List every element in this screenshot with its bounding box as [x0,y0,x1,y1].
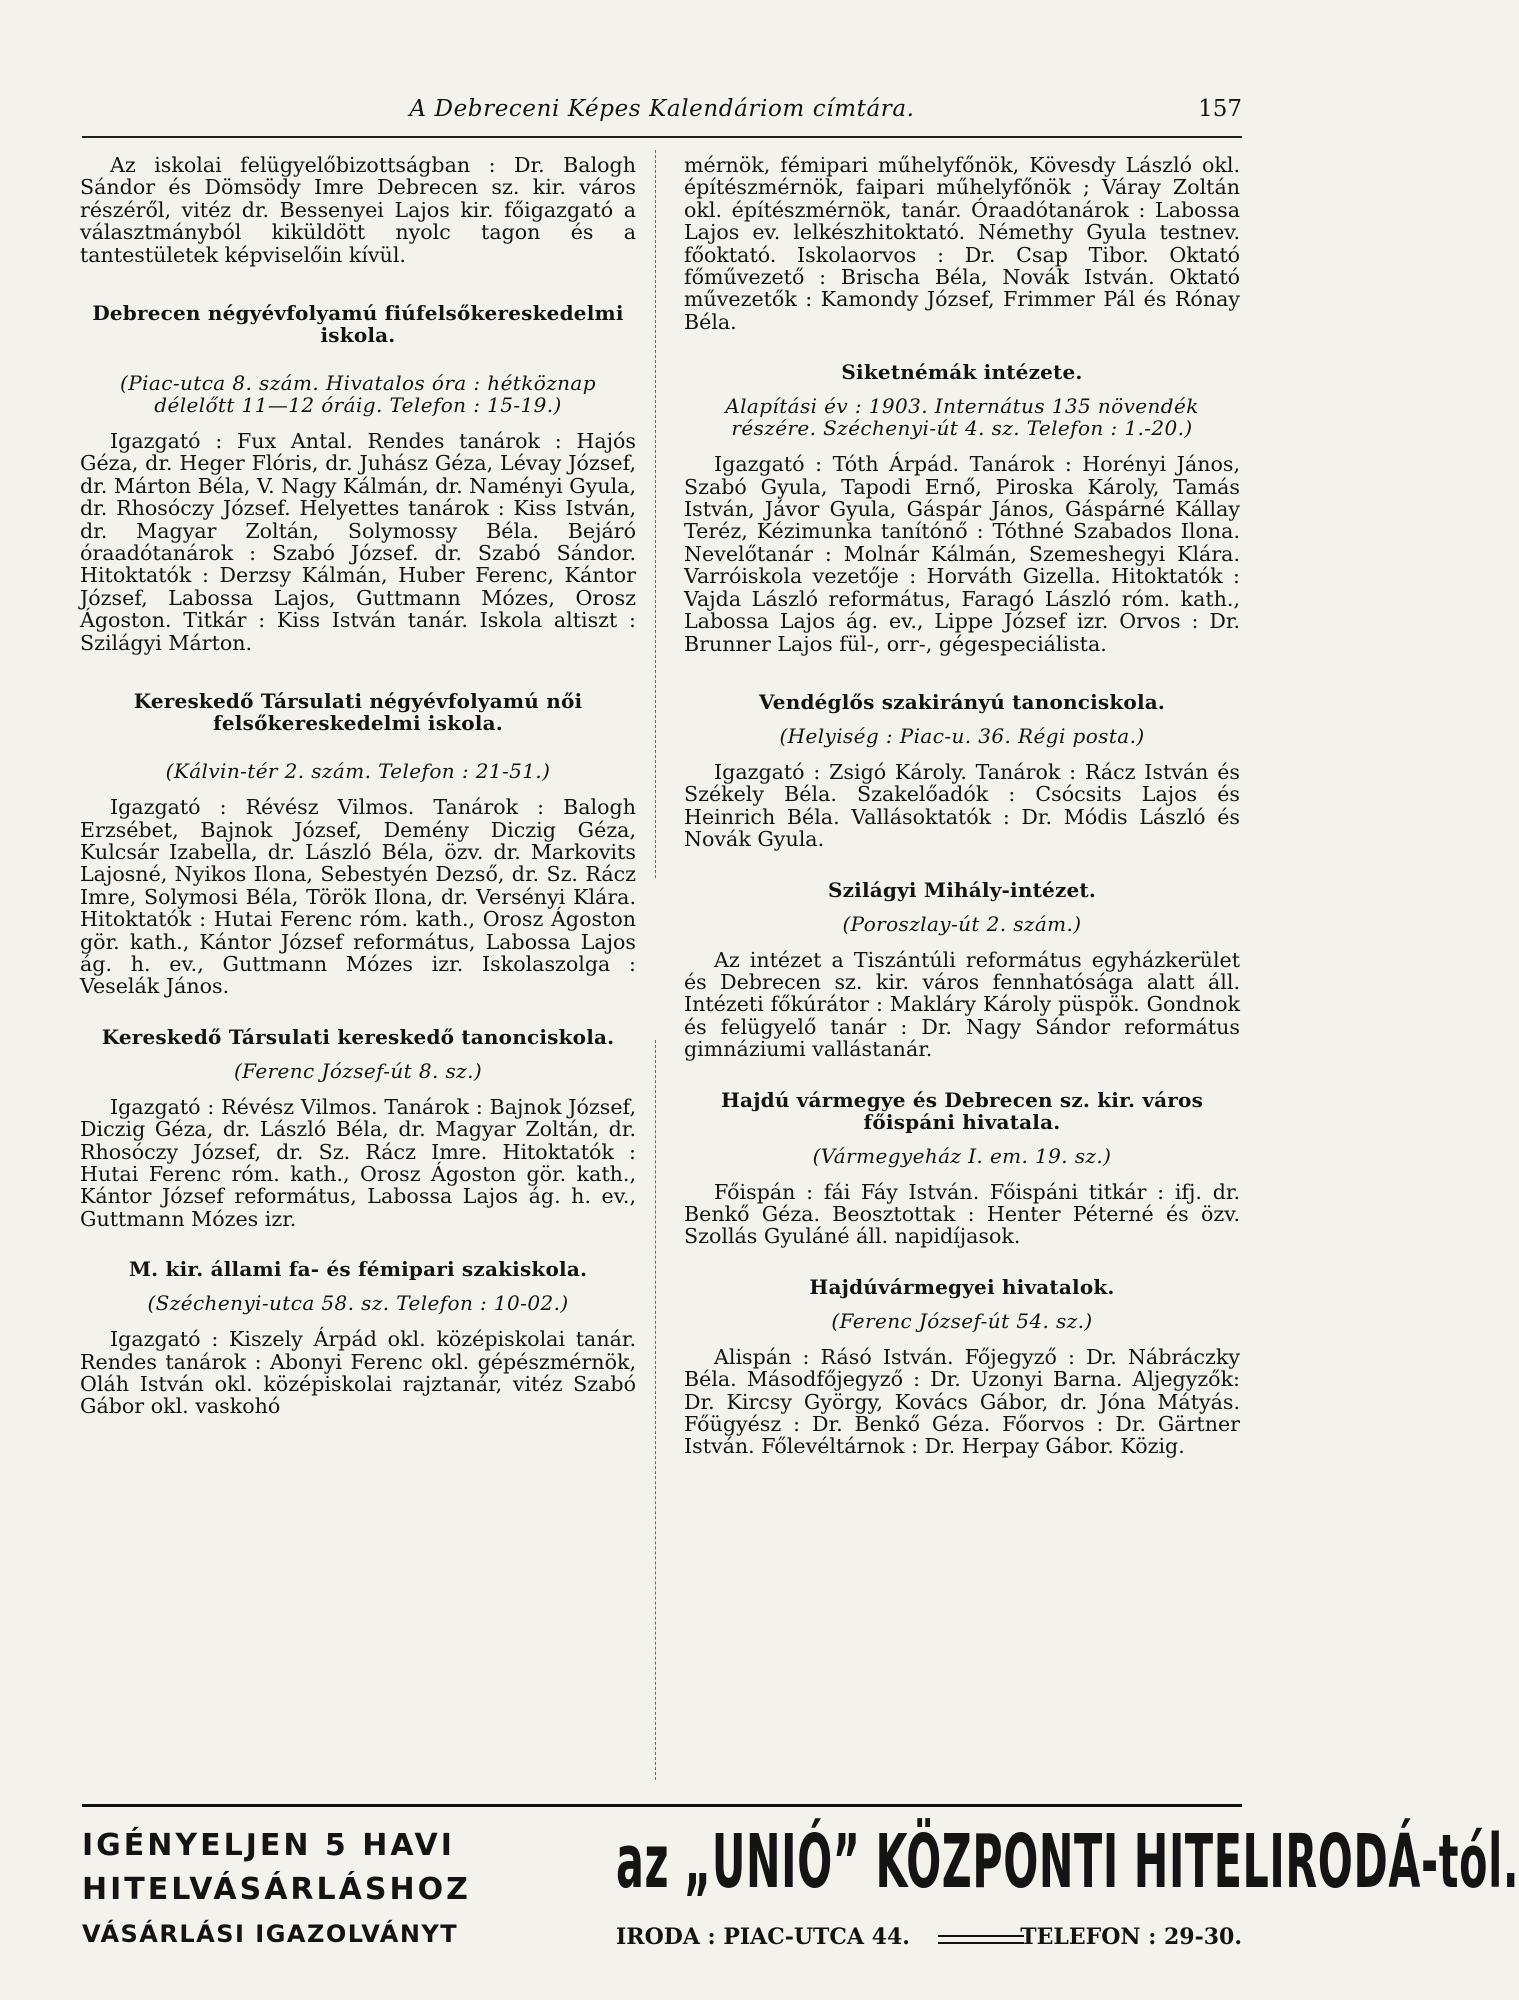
section-subtitle: (Ferenc József-út 8. sz.) [233,1058,483,1083]
section-body: Igazgató : Kiszely Árpád okl. középiskolai tanár. Rendes tanárok : Abonyi Ferenc okl. gépészmérnök, Oláh István okl. középiskolai rajztanár, vitéz Szabó Gábor okl. vaskohó [80,1327,636,1419]
running-header [82,96,1242,130]
ad-line-2: HITELVÁSÁRLÁSHOZ [82,1872,471,1907]
section-hajduvarmegyei [684,1276,1240,1458]
section-szilagyi [684,879,1240,1061]
section-vendeglos [684,691,1240,851]
ad-telephone: TELEFON : 29-30. [1020,1924,1242,1950]
section-noi-felsokereskedelmi [80,690,636,998]
section-siketnemak [684,361,1240,655]
section-body: Igazgató : Révész Vilmos. Tanárok : Balogh Erzsébet, Bajnok József, Demény Diczig Géza, Kulcsár Izabella, dr. László Béla, özv. dr. Markovits Lajosné, Nyikos Ilona, Sebestyén Dezső, dr. Sz. Rácz Imre, Solymosi Béla, Török Ilona, dr. Versényi Klára. Hitoktatók : Hutai Ferenc róm. kath., Orosz Ágoston gör. kath., Kántor József református, Labossa Lajos ág. h. ev., Guttmann Mózes izr. Iskolaszolga : Veselák János. [80,795,636,999]
advertisement-rule [82,1804,1242,1807]
section-body: Igazgató : Zsigó Károly. Tanárok : Rácz István és Székely Béla. Szakelőadók : Csócsits Lajos és Heinrich Béla. Vallásoktatók : Dr. Módis László és Novák Gyula. [684,759,1240,852]
section-subtitle: (Kálvin-tér 2. szám. Telefon : 21-51.) [165,759,551,784]
section-subtitle: (Vármegyeház I. em. 19. sz.) [812,1143,1112,1168]
section-heading: Kereskedő Társulati kereskedő tanonciskola. [101,1024,615,1049]
advertisement [82,1819,1519,1968]
section-heading: Siketnémák intézete. [841,360,1083,385]
running-title: A Debreceni Képes Kalendáriom címtára. [409,96,915,122]
section-body: Alispán : Rásó István. Főjegyző : Dr. Nábráczky Béla. Másodfőjegyző : Dr. Uzonyi Barna. Aljegyzők: Dr. Kircsy György, Kovács Gábor, dr. Jóna Mátyás. Főügyész : Dr. Benkő Géza. Főorvos : Dr. Gärtner István. Főlevéltárnok : Dr. Herpay Gábor. Közig. [684,1344,1240,1459]
ad-line-1: IGÉNYELJEN 5 HAVI [82,1828,455,1863]
ad-office-address: IRODA : PIAC-UTCA 44. [616,1924,910,1950]
section-body: Az intézet a Tiszántúli református egyházkerület és Debrecen sz. kir. város fennhatósága alatt áll. Intézeti főkúrátor : Makláry Károly püspök. Gondnok és felügyelő tanár : Dr. Nagy Sándor református gimnáziumi vallástanár. [684,947,1240,1062]
intro-paragraph: Az iskolai felügyelőbizottságban : Dr. Balogh Sándor és Dömsödy Imre Debrecen sz. kir. város részéről, vitéz dr. Bessenyei Lajos kir. főigazgató a választmányból kiküldött nyolc tagon és a tantestületek képviselőin kívül. [80,153,636,267]
section-body: Főispán : fái Fáy István. Főispáni titkár : ifj. dr. Benkő Géza. Beosztottak : Henter Péterné és özv. Szollás Gyuláné áll. napidíjasok. [684,1179,1240,1249]
section-heading: Kereskedő Társulati négyévfolyamú női felsőkereskedelmi iskola. [133,689,583,736]
section-heading: M. kir. állami fa- és fémipari szakiskola. [128,1257,588,1282]
section-heading: Hajdúvármegyei hivatalok. [809,1274,1115,1299]
section-subtitle: (Helyiség : Piac-u. 36. Régi posta.) [779,723,1145,748]
section-body: Igazgató : Révész Vilmos. Tanárok : Bajnok József, Diczig Géza, dr. László Béla, dr. Magyar Zoltán, dr. Rhosóczy József, dr. Sz. Rácz Imre. Hitoktatók : Hutai Ferenc róm. kath., Orosz Ágoston gör. kath., Kántor József református, Labossa Lajos ág. h. ev., Guttmann Mózes izr. [80,1094,636,1231]
section-fiu-felsokereskedelmi [80,302,636,654]
section-subtitle: (Ferenc József-út 54. sz.) [831,1308,1093,1333]
column-divider [655,150,656,878]
section-body: Igazgató : Tóth Árpád. Tanárok : Horényi János, Szabó Gyula, Tapodi Ernő, Piroska Károly, Tamás István, Jávor Gyula, Gáspár János, Gáspárné Kállay Teréz, Kézimunka tanítónő : Tóthné Szabados Ilona. Nevelőtanár : Molnár Kálmán, Szemeshegyi Klára. Varróiskola vezetője : Horváth Gizella. Hitoktatók : Vajda László református, Faragó László róm. kath., Labossa Lajos ág. ev., Lippe József izr. Orvos : Dr. Brunner Lajos fül-, orr-, gégespeciálista. [684,452,1240,656]
header-rule [82,136,1242,138]
ad-line-3: VÁSÁRLÁSI IGAZOLVÁNYT [82,1920,459,1948]
column-divider [655,1040,656,1780]
section-fa-femipari-szakiskola [80,1258,636,1418]
section-heading: Hajdú vármegye és Debrecen sz. kir. város főispáni hivatala. [720,1087,1204,1134]
ad-headline: az „UNIÓ” KÖZPONTI HITELIRODÁ-tól. [616,1819,1519,1905]
section-body: Igazgató : Fux Antal. Rendes tanárok : Hajós Géza, dr. Heger Flóris, dr. Juhász Géza, Lévay József, dr. Márton Béla, V. Nagy Kálmán, dr. Naményi Gyula, dr. Rhosóczy József. Helyettes tanárok : Kiss István, dr. Magyar Zoltán, Solymossy Béla. Bejáró óraadótanárok : Szabó József. dr. Szabó Sándor. Hitoktatók : Derzsy Kálmán, Huber Ferenc, Kántor József, Labossa Lajos, Guttmann Mózes, Orosz Ágoston. Titkár : Kiss István tanár. Iskola altiszt : Szilágyi Márton. [80,429,636,655]
section-subtitle: Alapítási év : 1903. Internátus 135 növendék részére. Széchenyi-út 4. sz. Telefon : 1.-20.) [725,394,1199,441]
page-number: 157 [1198,96,1242,122]
section-subtitle: (Poroszlay-út 2. szám.) [842,911,1082,936]
section-subtitle: (Széchenyi-utca 58. sz. Telefon : 10-02.) [147,1291,569,1316]
ad-double-rule [938,1935,1024,1944]
section-heading: Vendéglős szakirányú tanonciskola. [758,689,1166,714]
section-heading: Szilágyi Mihály-intézet. [827,877,1097,902]
section-heading: Debrecen négyévfolyamú fiúfelsőkereskedelmi iskola. [92,301,624,348]
section-subtitle: (Piac-utca 8. szám. Hivatalos óra : hétköznap délelőtt 11—12 óráig. Telefon : 15-19.) [120,371,596,418]
left-column [80,154,636,1418]
right-column [684,154,1240,1458]
section-foispani-hivatal [684,1089,1240,1248]
section-kereskedo-tanonciskola [80,1026,636,1230]
continuation-paragraph: mérnök, fémipari műhelyfőnök, Kövesdy László okl. építészmérnök, faipari műhelyfőnök ; Váray Zoltán okl. építészmérnök, tanár. Óraadótanárok : Labossa Lajos ev. lelkészhitoktató. Némethy Gyula testnev. főoktató. Iskolaorvos : Dr. Csap Tibor. Oktató főművezető : Brischa Béla, Novák István. Oktató művezetők : Kamondy József, Frimmer Pál és Rónay Béla. [684,153,1240,334]
